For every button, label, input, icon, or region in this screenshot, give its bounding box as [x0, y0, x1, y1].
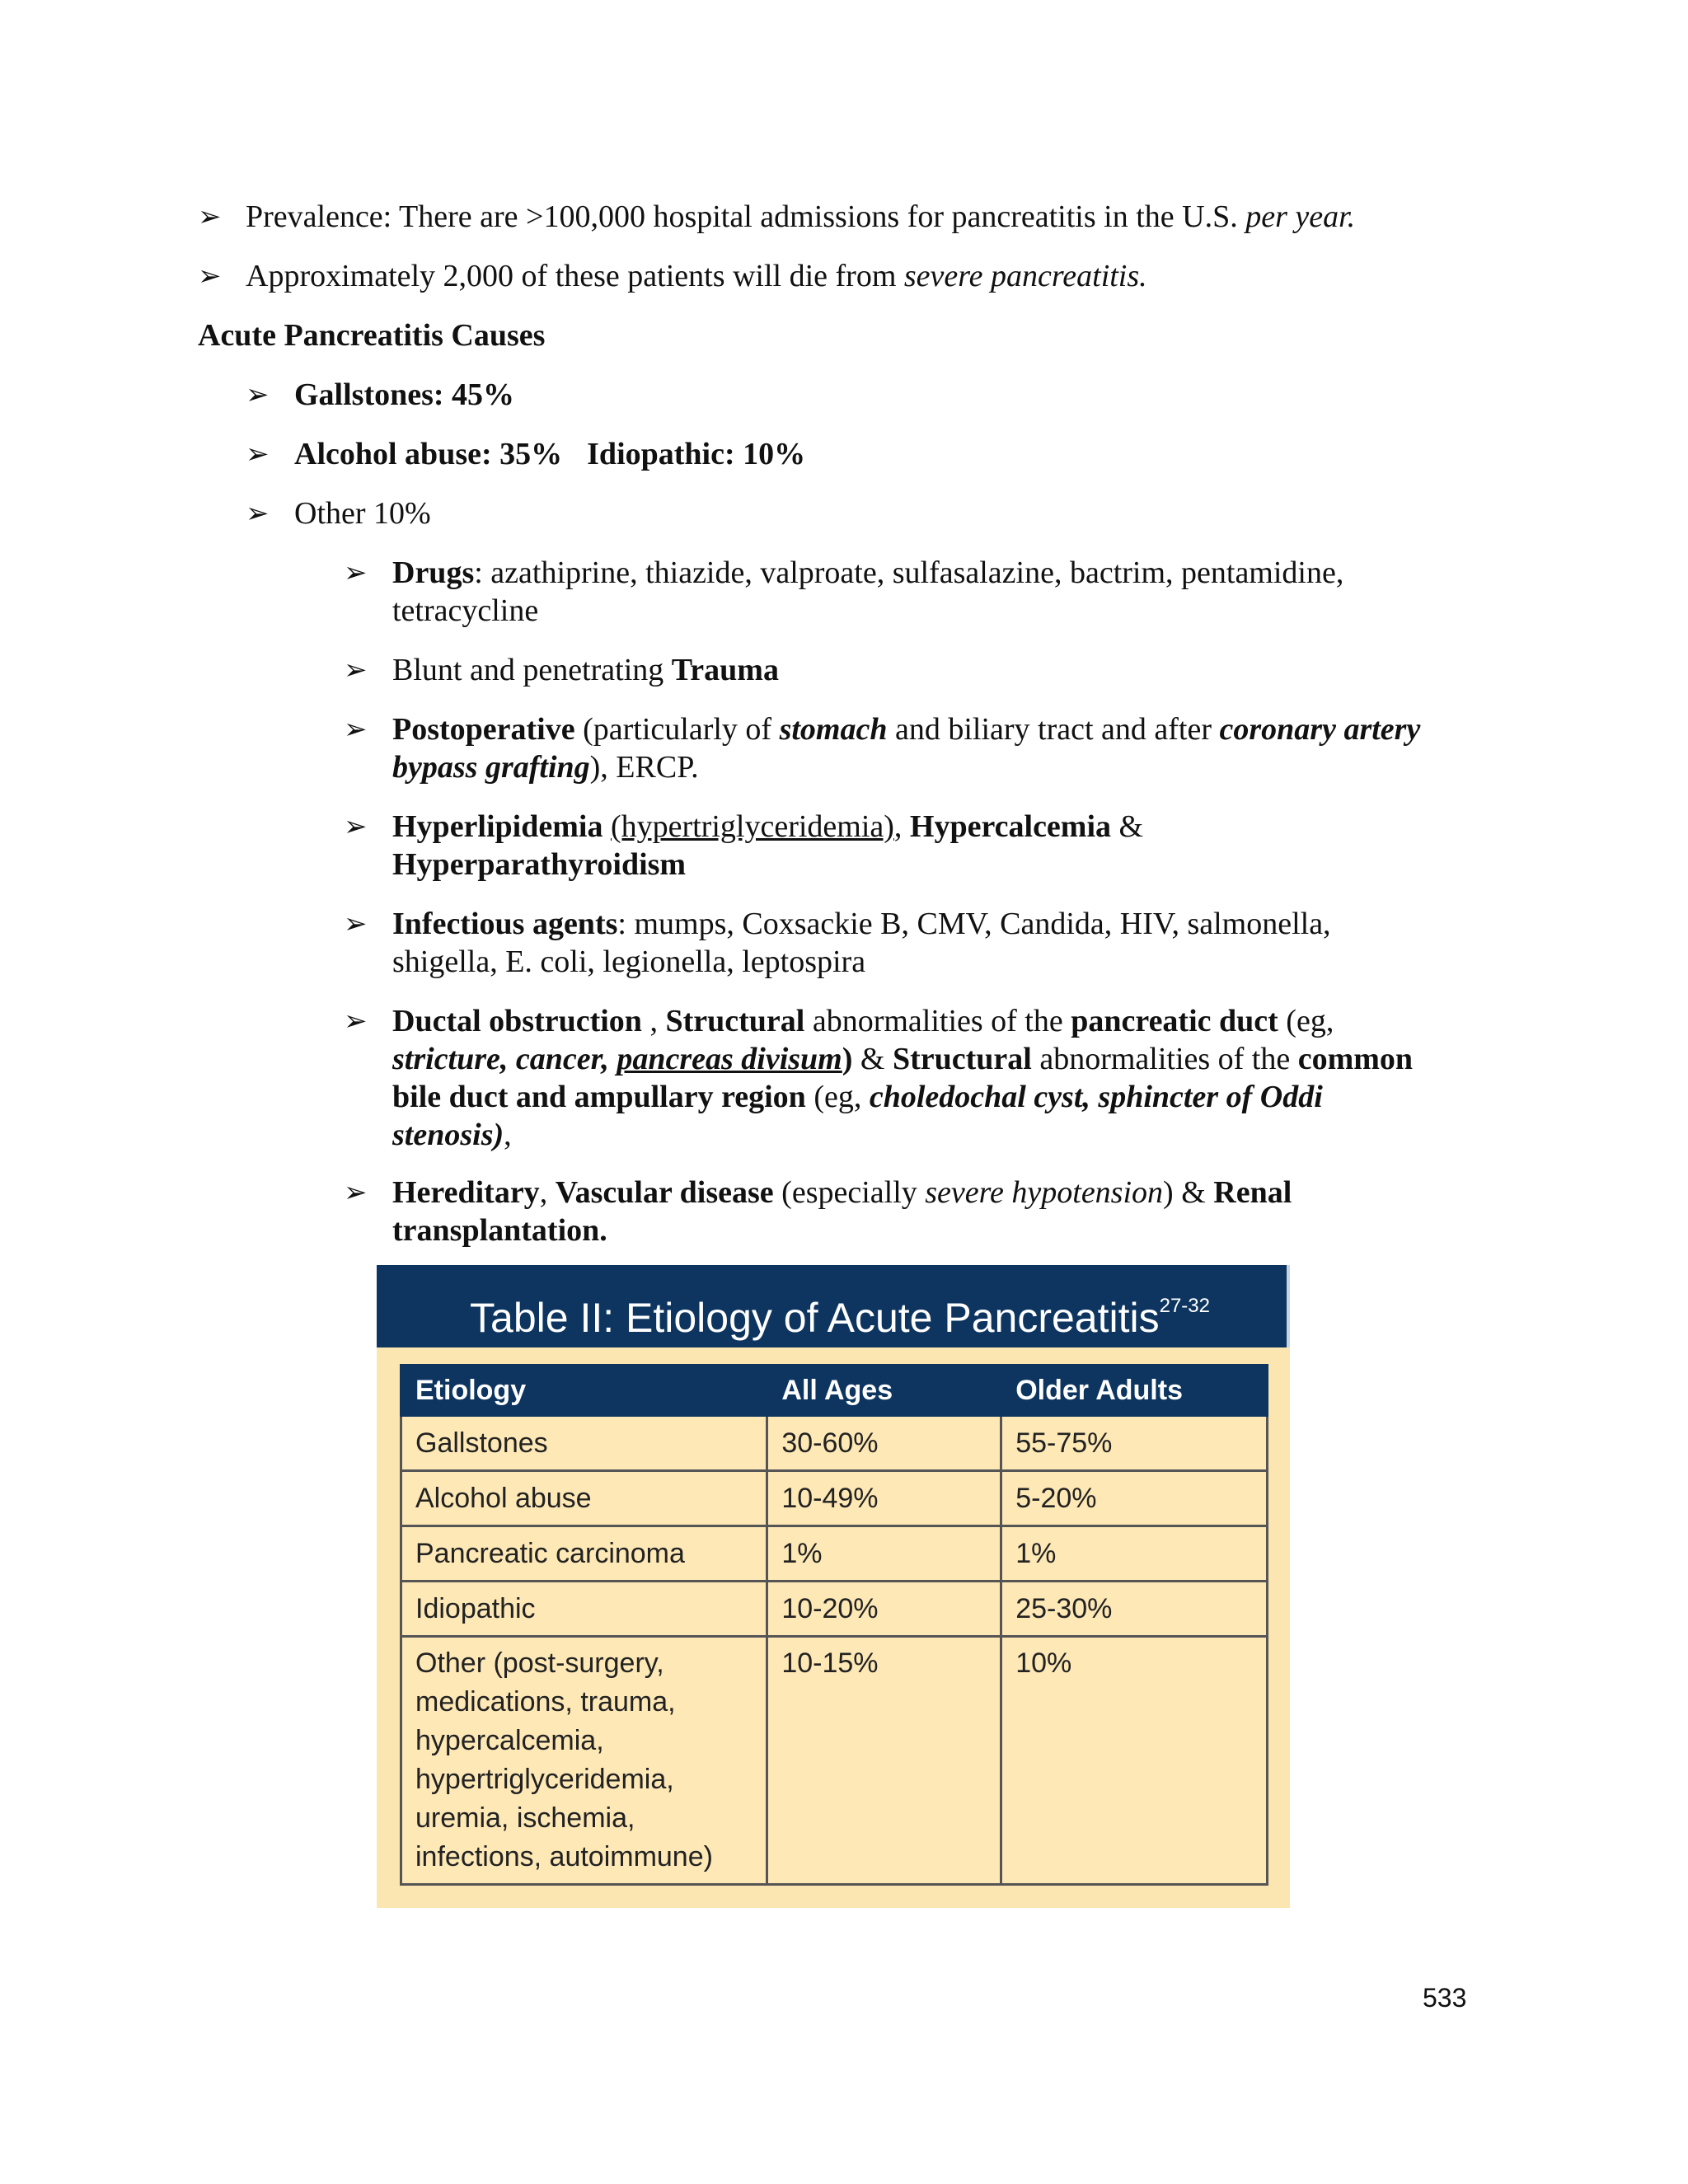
arrow-bullet-icon: ➢	[344, 907, 368, 940]
item-ductal	[392, 1002, 1563, 1154]
table-row	[401, 1471, 1268, 1526]
prevalence-emphasis: per year.	[1245, 199, 1356, 234]
arrow-bullet-icon: ➢	[344, 713, 368, 746]
cell-etiology: Gallstones	[401, 1416, 767, 1471]
bile-duct-examples-cont: stenosis)	[392, 1118, 504, 1152]
cell-all-ages: 30-60%	[767, 1416, 1001, 1471]
postop-cabg: coronary artery	[1219, 712, 1421, 747]
ductal-sep: ,	[641, 1004, 666, 1038]
table-header-row	[401, 1366, 1268, 1416]
cell-older-adults: 25-30%	[1001, 1582, 1268, 1637]
infectious-text-cont: shigella, E. coli, legionella, leptospira	[392, 944, 866, 979]
cell-etiology: Idiopathic	[401, 1582, 767, 1637]
table-title	[377, 1265, 1290, 1347]
cause-alcohol-idiopathic	[294, 435, 805, 473]
item-postoperative	[392, 710, 1530, 786]
other-line: hypertriglyceridemia,	[415, 1764, 674, 1795]
arrow-bullet-icon: ➢	[344, 1176, 368, 1209]
hyperparathyroidism-label: Hyperparathyroidism	[392, 847, 687, 882]
ductal-amp: &	[852, 1042, 893, 1076]
other-line: medications, trauma,	[415, 1686, 676, 1718]
structural-label: Structural	[665, 1004, 805, 1038]
mortality-text: Approximately 2,000 of these patients will die from	[246, 259, 904, 293]
bile-duct-label: bile duct and ampullary region	[392, 1080, 806, 1114]
header-etiology: Etiology	[401, 1366, 767, 1416]
postop-cabg-cont: bypass grafting	[392, 750, 590, 785]
other-line: hypercalcemia,	[415, 1725, 604, 1756]
cause-other: Other 10%	[294, 496, 431, 531]
other-line: Other (post-surgery,	[415, 1647, 664, 1679]
cell-older-adults: 1%	[1001, 1526, 1268, 1582]
arrow-bullet-icon: ➢	[344, 810, 368, 843]
item-hyperlipidemia	[392, 808, 1530, 883]
etiology-table	[400, 1364, 1268, 1886]
arrow-bullet-icon: ➢	[246, 497, 270, 530]
cell-older-adults: 55-75%	[1001, 1416, 1268, 1471]
ductal-text: abnormalities of the	[1031, 1042, 1298, 1076]
pancreas-divisum: pancreas divisum	[617, 1042, 842, 1076]
arrow-bullet-icon: ➢	[198, 260, 222, 293]
drugs-text-cont: tetracycline	[392, 593, 539, 628]
infectious-label: Infectious agents	[392, 907, 618, 941]
section-heading: Acute Pancreatitis Causes	[198, 318, 546, 353]
postop-text: ), ERCP.	[589, 750, 699, 785]
arrow-bullet-icon: ➢	[344, 556, 368, 589]
ductal-text: abnormalities of the	[804, 1004, 1071, 1038]
item-infectious	[392, 905, 1530, 981]
prevalence-line	[246, 198, 1355, 236]
cell-etiology: Pancreatic carcinoma	[401, 1526, 767, 1582]
hyperlipidemia-label: Hyperlipidemia	[392, 809, 603, 844]
transplantation-label: transplantation.	[392, 1213, 607, 1248]
cause-idiopathic: Idiopathic: 10%	[587, 437, 806, 471]
item-drugs	[392, 554, 1497, 630]
severe-hypotension: severe hypotension	[925, 1175, 1164, 1210]
arrow-bullet-icon: ➢	[344, 1005, 368, 1038]
header-older-adults: Older Adults	[1001, 1366, 1268, 1416]
page-number: 533	[1423, 1983, 1467, 2013]
hyper-sep: ,	[893, 809, 910, 844]
ductal-label: Ductal obstruction	[392, 1004, 642, 1038]
infectious-text: : mumps, Coxsackie B, CMV, Candida, HIV, salmonella,	[617, 907, 1331, 941]
postop-stomach: stomach	[779, 712, 888, 747]
table-row	[401, 1582, 1268, 1637]
cell-older-adults: 5-20%	[1001, 1471, 1268, 1526]
trauma-label: Trauma	[671, 653, 779, 687]
ductal-text: (eg,	[1278, 1004, 1334, 1038]
mortality-line	[246, 257, 1147, 295]
trauma-text: Blunt and penetrating	[392, 653, 672, 687]
mortality-emphasis: severe pancreatitis.	[903, 259, 1147, 293]
renal-label: Renal	[1213, 1175, 1292, 1210]
arrow-bullet-icon: ➢	[246, 438, 270, 471]
prevalence-text: Prevalence: There are >100,000 hospital admissions for pancreatitis in the U.S.	[246, 199, 1246, 234]
ductal-comma: ,	[504, 1118, 512, 1152]
ductal-text: (eg,	[805, 1080, 870, 1114]
postop-text: and biliary tract and after	[887, 712, 1220, 747]
cell-all-ages: 10-20%	[767, 1582, 1001, 1637]
hypertriglyceridemia-text: (hypertriglyceridemia)	[610, 809, 894, 844]
arrow-bullet-icon: ➢	[344, 654, 368, 687]
hereditary-text: (especially	[773, 1175, 926, 1210]
header-all-ages: All Ages	[767, 1366, 1001, 1416]
bile-duct-examples: choledochal cyst, sphincter of Oddi	[869, 1080, 1323, 1114]
cell-etiology-other	[401, 1637, 767, 1885]
drugs-label: Drugs	[392, 555, 475, 590]
cell-all-ages: 10-15%	[767, 1637, 1001, 1885]
cell-etiology: Alcohol abuse	[401, 1471, 767, 1526]
arrow-bullet-icon: ➢	[198, 200, 222, 233]
structural-label-2: Structural	[892, 1042, 1032, 1076]
cause-alcohol: Alcohol abuse: 35%	[294, 437, 563, 471]
arrow-bullet-icon: ➢	[246, 378, 270, 411]
cell-all-ages: 10-49%	[767, 1471, 1001, 1526]
item-trauma	[392, 651, 779, 689]
cell-older-adults: 10%	[1001, 1637, 1268, 1885]
postop-label: Postoperative	[392, 712, 575, 747]
cause-gallstones: Gallstones: 45%	[294, 377, 515, 412]
hypercalcemia-label: Hypercalcemia	[909, 809, 1112, 844]
pancreatic-duct-label: pancreatic duct	[1071, 1004, 1278, 1038]
table-title-reference: 27-32	[1159, 1295, 1210, 1317]
table-row-other	[401, 1637, 1268, 1885]
table-row	[401, 1526, 1268, 1582]
vascular-label: Vascular disease	[555, 1175, 774, 1210]
table-row	[401, 1416, 1268, 1471]
common-label: common	[1297, 1042, 1414, 1076]
ductal-examples: stricture, cancer,	[392, 1042, 617, 1076]
hyper-amp: &	[1111, 809, 1144, 844]
ductal-paren: )	[842, 1042, 853, 1076]
hereditary-sep: ,	[539, 1175, 556, 1210]
drugs-text: : azathiprine, thiazide, valproate, sulfasalazine, bactrim, pentamidine,	[474, 555, 1344, 590]
table-title-text: Table II: Etiology of Acute Pancreatitis	[470, 1295, 1160, 1341]
cell-all-ages: 1%	[767, 1526, 1001, 1582]
etiology-table-figure	[377, 1265, 1290, 1908]
other-line: infections, autoimmune)	[415, 1841, 713, 1872]
item-hereditary	[392, 1174, 1530, 1249]
hereditary-text: ) &	[1163, 1175, 1214, 1210]
other-line: uremia, ischemia,	[415, 1802, 635, 1834]
postop-text: (particularly of	[574, 712, 780, 747]
hereditary-label: Hereditary	[392, 1175, 540, 1210]
